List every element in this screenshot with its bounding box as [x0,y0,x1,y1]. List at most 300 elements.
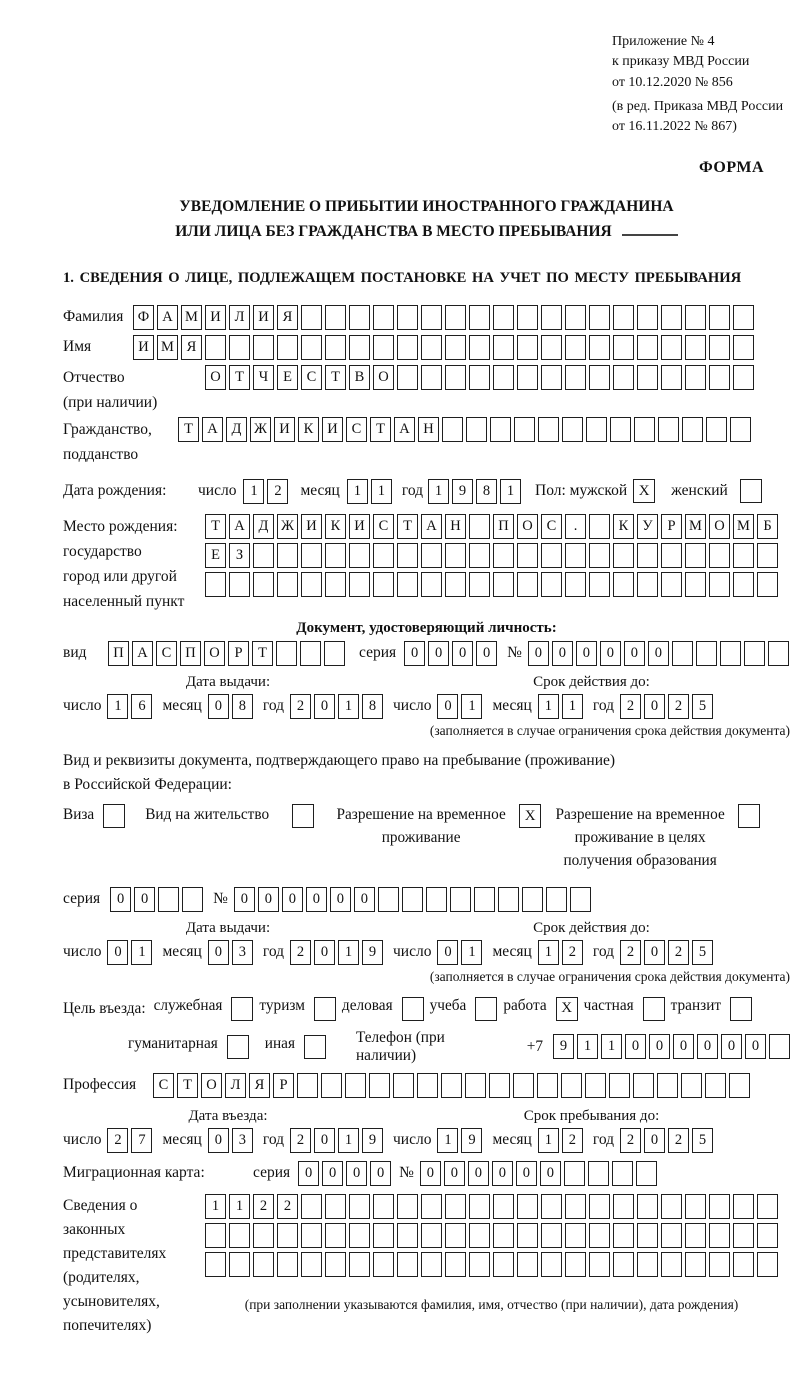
char-cell[interactable] [373,543,394,568]
char-cell[interactable] [445,1194,466,1219]
char-cell[interactable]: 1 [437,1128,458,1153]
char-cell[interactable]: И [274,417,295,442]
char-cell[interactable]: 1 [338,940,359,965]
char-cell[interactable] [349,1252,370,1277]
char-cell[interactable] [205,335,226,360]
char-cell[interactable] [465,1073,486,1098]
char-cell[interactable] [325,305,346,330]
char-cell[interactable] [517,305,538,330]
char-cell[interactable] [588,1161,609,1186]
char-cell[interactable]: К [613,514,634,539]
char-cell[interactable]: М [733,514,754,539]
char-cell[interactable] [538,417,559,442]
char-cell[interactable]: З [229,543,250,568]
residence-permit-checkbox[interactable] [292,804,314,828]
char-cell[interactable] [349,572,370,597]
char-cell[interactable]: 0 [314,694,335,719]
char-cell[interactable] [402,887,423,912]
char-cell[interactable] [570,887,591,912]
char-cell[interactable]: Т [178,417,199,442]
char-cell[interactable]: М [157,335,178,360]
char-cell[interactable] [541,1194,562,1219]
char-cell[interactable] [229,1223,250,1248]
char-cell[interactable] [205,572,226,597]
char-cell[interactable]: 0 [644,694,665,719]
char-cell[interactable]: О [204,641,225,666]
char-cell[interactable] [325,1223,346,1248]
char-cell[interactable] [637,305,658,330]
char-cell[interactable] [513,1073,534,1098]
char-cell[interactable] [445,1223,466,1248]
char-cell[interactable] [393,1073,414,1098]
char-cell[interactable]: 0 [648,641,669,666]
char-cell[interactable]: О [709,514,730,539]
char-cell[interactable]: Д [253,514,274,539]
char-cell[interactable] [469,1223,490,1248]
char-cell[interactable]: 0 [322,1161,343,1186]
char-cell[interactable] [300,641,321,666]
char-cell[interactable]: 0 [540,1161,561,1186]
char-cell[interactable] [229,1252,250,1277]
char-cell[interactable]: 1 [229,1194,250,1219]
char-cell[interactable] [685,543,706,568]
char-cell[interactable] [493,543,514,568]
char-cell[interactable] [325,572,346,597]
char-cell[interactable] [397,335,418,360]
char-cell[interactable]: Я [277,305,298,330]
char-cell[interactable]: 1 [338,694,359,719]
char-cell[interactable] [634,417,655,442]
char-cell[interactable]: 0 [234,887,255,912]
char-cell[interactable]: П [108,641,129,666]
char-cell[interactable] [709,335,730,360]
char-cell[interactable]: Н [445,514,466,539]
char-cell[interactable]: 0 [134,887,155,912]
visa-checkbox[interactable] [103,804,125,828]
char-cell[interactable] [685,365,706,390]
char-cell[interactable]: 0 [437,940,458,965]
char-cell[interactable] [733,365,754,390]
char-cell[interactable] [442,417,463,442]
char-cell[interactable] [517,335,538,360]
char-cell[interactable] [349,335,370,360]
char-cell[interactable] [469,1252,490,1277]
char-cell[interactable] [469,572,490,597]
char-cell[interactable] [637,543,658,568]
char-cell[interactable] [469,365,490,390]
purpose-business-checkbox[interactable] [402,997,424,1021]
char-cell[interactable]: С [153,1073,174,1098]
char-cell[interactable] [253,335,274,360]
char-cell[interactable]: 2 [277,1194,298,1219]
char-cell[interactable]: 0 [208,940,229,965]
char-cell[interactable]: О [373,365,394,390]
char-cell[interactable] [378,887,399,912]
char-cell[interactable] [421,305,442,330]
char-cell[interactable]: 5 [692,1128,713,1153]
char-cell[interactable] [757,1252,778,1277]
char-cell[interactable] [445,305,466,330]
char-cell[interactable]: Т [252,641,273,666]
char-cell[interactable] [397,1223,418,1248]
char-cell[interactable] [397,1252,418,1277]
char-cell[interactable] [541,572,562,597]
char-cell[interactable]: Т [229,365,250,390]
char-cell[interactable]: 3 [232,1128,253,1153]
char-cell[interactable] [253,572,274,597]
char-cell[interactable] [565,305,586,330]
char-cell[interactable]: 0 [428,641,449,666]
char-cell[interactable] [733,1223,754,1248]
char-cell[interactable] [733,1252,754,1277]
char-cell[interactable] [589,335,610,360]
char-cell[interactable]: 2 [562,940,583,965]
char-cell[interactable] [685,1194,706,1219]
char-cell[interactable]: 0 [552,641,573,666]
char-cell[interactable] [397,365,418,390]
char-cell[interactable] [565,1223,586,1248]
char-cell[interactable]: 2 [107,1128,128,1153]
char-cell[interactable]: 0 [745,1034,766,1059]
char-cell[interactable]: О [517,514,538,539]
char-cell[interactable] [661,335,682,360]
char-cell[interactable]: Ч [253,365,274,390]
char-cell[interactable]: 0 [420,1161,441,1186]
char-cell[interactable]: С [301,365,322,390]
char-cell[interactable] [757,1194,778,1219]
char-cell[interactable]: Д [226,417,247,442]
char-cell[interactable] [589,543,610,568]
char-cell[interactable] [325,335,346,360]
char-cell[interactable] [229,572,250,597]
char-cell[interactable] [349,543,370,568]
char-cell[interactable]: 0 [697,1034,718,1059]
char-cell[interactable]: Е [205,543,226,568]
char-cell[interactable] [469,335,490,360]
char-cell[interactable] [517,572,538,597]
char-cell[interactable]: 0 [516,1161,537,1186]
char-cell[interactable] [658,417,679,442]
char-cell[interactable]: 1 [577,1034,598,1059]
char-cell[interactable]: 2 [290,1128,311,1153]
char-cell[interactable] [277,1252,298,1277]
char-cell[interactable] [321,1073,342,1098]
purpose-humanitarian-checkbox[interactable] [227,1035,249,1059]
char-cell[interactable]: 8 [362,694,383,719]
char-cell[interactable] [613,1223,634,1248]
char-cell[interactable]: А [229,514,250,539]
char-cell[interactable] [277,543,298,568]
char-cell[interactable]: 2 [668,940,689,965]
char-cell[interactable] [373,1223,394,1248]
char-cell[interactable] [685,335,706,360]
char-cell[interactable] [541,335,562,360]
char-cell[interactable]: 9 [452,479,473,504]
char-cell[interactable] [421,1194,442,1219]
char-cell[interactable] [612,1161,633,1186]
char-cell[interactable] [421,543,442,568]
char-cell[interactable]: 1 [371,479,392,504]
char-cell[interactable]: М [685,514,706,539]
char-cell[interactable]: 0 [282,887,303,912]
char-cell[interactable] [349,1194,370,1219]
char-cell[interactable] [657,1073,678,1098]
char-cell[interactable] [768,641,789,666]
char-cell[interactable] [709,543,730,568]
char-cell[interactable]: С [541,514,562,539]
purpose-work-checkbox[interactable]: X [556,997,578,1021]
char-cell[interactable] [541,1223,562,1248]
char-cell[interactable]: Е [277,365,298,390]
char-cell[interactable]: 0 [492,1161,513,1186]
char-cell[interactable]: 1 [538,1128,559,1153]
char-cell[interactable] [445,572,466,597]
char-cell[interactable] [493,1194,514,1219]
char-cell[interactable]: Я [249,1073,270,1098]
char-cell[interactable]: 1 [601,1034,622,1059]
char-cell[interactable] [276,641,297,666]
char-cell[interactable] [733,305,754,330]
char-cell[interactable] [661,543,682,568]
temp-residence-edu-checkbox[interactable] [738,804,760,828]
char-cell[interactable] [733,572,754,597]
char-cell[interactable] [633,1073,654,1098]
char-cell[interactable]: С [156,641,177,666]
char-cell[interactable] [613,572,634,597]
char-cell[interactable]: 0 [528,641,549,666]
char-cell[interactable]: Ф [133,305,154,330]
char-cell[interactable]: 0 [600,641,621,666]
char-cell[interactable] [661,305,682,330]
char-cell[interactable] [546,887,567,912]
char-cell[interactable]: 1 [107,694,128,719]
char-cell[interactable]: 5 [692,694,713,719]
char-cell[interactable] [373,1194,394,1219]
female-checkbox[interactable] [740,479,762,503]
char-cell[interactable]: 1 [500,479,521,504]
char-cell[interactable] [613,1194,634,1219]
char-cell[interactable]: 1 [205,1194,226,1219]
char-cell[interactable] [541,305,562,330]
char-cell[interactable]: 0 [314,940,335,965]
char-cell[interactable]: 0 [444,1161,465,1186]
char-cell[interactable] [493,1223,514,1248]
char-cell[interactable]: Ж [277,514,298,539]
char-cell[interactable] [586,417,607,442]
char-cell[interactable] [709,365,730,390]
char-cell[interactable]: К [298,417,319,442]
char-cell[interactable] [589,305,610,330]
char-cell[interactable] [205,1223,226,1248]
char-cell[interactable]: 1 [562,694,583,719]
char-cell[interactable]: 0 [644,1128,665,1153]
char-cell[interactable]: 1 [243,479,264,504]
char-cell[interactable] [637,365,658,390]
char-cell[interactable] [613,1252,634,1277]
char-cell[interactable]: С [373,514,394,539]
char-cell[interactable] [685,1252,706,1277]
char-cell[interactable] [637,335,658,360]
char-cell[interactable] [474,887,495,912]
char-cell[interactable]: 0 [208,694,229,719]
char-cell[interactable] [493,365,514,390]
char-cell[interactable] [345,1073,366,1098]
char-cell[interactable] [469,514,490,539]
char-cell[interactable] [277,335,298,360]
char-cell[interactable]: 0 [370,1161,391,1186]
char-cell[interactable] [325,1252,346,1277]
char-cell[interactable] [373,305,394,330]
char-cell[interactable] [493,335,514,360]
char-cell[interactable]: 1 [538,694,559,719]
char-cell[interactable] [610,417,631,442]
char-cell[interactable]: 1 [131,940,152,965]
char-cell[interactable] [445,335,466,360]
char-cell[interactable] [445,543,466,568]
char-cell[interactable] [349,305,370,330]
char-cell[interactable] [397,305,418,330]
char-cell[interactable]: 0 [306,887,327,912]
purpose-private-checkbox[interactable] [643,997,665,1021]
purpose-other-checkbox[interactable] [304,1035,326,1059]
char-cell[interactable]: 5 [692,940,713,965]
char-cell[interactable] [562,417,583,442]
char-cell[interactable] [514,417,535,442]
char-cell[interactable] [637,1194,658,1219]
char-cell[interactable] [517,365,538,390]
char-cell[interactable]: 8 [232,694,253,719]
char-cell[interactable] [493,572,514,597]
char-cell[interactable] [661,1194,682,1219]
char-cell[interactable]: 0 [330,887,351,912]
char-cell[interactable] [709,1194,730,1219]
char-cell[interactable] [613,543,634,568]
char-cell[interactable]: Т [370,417,391,442]
char-cell[interactable]: А [202,417,223,442]
char-cell[interactable] [517,1194,538,1219]
char-cell[interactable] [517,543,538,568]
char-cell[interactable] [325,1194,346,1219]
char-cell[interactable] [493,305,514,330]
char-cell[interactable] [681,1073,702,1098]
char-cell[interactable] [709,572,730,597]
char-cell[interactable] [636,1161,657,1186]
char-cell[interactable] [613,305,634,330]
char-cell[interactable] [672,641,693,666]
char-cell[interactable]: О [205,365,226,390]
char-cell[interactable] [720,641,741,666]
char-cell[interactable]: 0 [110,887,131,912]
char-cell[interactable] [709,305,730,330]
temp-residence-checkbox[interactable]: X [519,804,541,828]
char-cell[interactable] [744,641,765,666]
char-cell[interactable] [685,305,706,330]
char-cell[interactable] [522,887,543,912]
char-cell[interactable]: И [301,514,322,539]
purpose-tourism-checkbox[interactable] [314,997,336,1021]
char-cell[interactable] [709,1252,730,1277]
char-cell[interactable]: В [349,365,370,390]
char-cell[interactable] [182,887,203,912]
char-cell[interactable] [561,1073,582,1098]
char-cell[interactable]: 0 [346,1161,367,1186]
char-cell[interactable]: Б [757,514,778,539]
char-cell[interactable]: 0 [258,887,279,912]
char-cell[interactable]: Р [228,641,249,666]
char-cell[interactable]: 0 [644,940,665,965]
char-cell[interactable]: 0 [721,1034,742,1059]
char-cell[interactable] [565,365,586,390]
char-cell[interactable] [565,572,586,597]
char-cell[interactable] [397,543,418,568]
char-cell[interactable]: М [181,305,202,330]
char-cell[interactable] [517,1252,538,1277]
char-cell[interactable] [421,1223,442,1248]
char-cell[interactable] [706,417,727,442]
char-cell[interactable] [450,887,471,912]
char-cell[interactable]: Л [225,1073,246,1098]
char-cell[interactable]: 0 [314,1128,335,1153]
char-cell[interactable] [709,1223,730,1248]
char-cell[interactable]: 2 [668,1128,689,1153]
char-cell[interactable]: 0 [298,1161,319,1186]
char-cell[interactable] [253,1252,274,1277]
char-cell[interactable] [682,417,703,442]
char-cell[interactable] [589,572,610,597]
char-cell[interactable] [589,514,610,539]
char-cell[interactable]: Р [273,1073,294,1098]
char-cell[interactable]: 2 [290,940,311,965]
char-cell[interactable] [373,1252,394,1277]
char-cell[interactable]: 0 [437,694,458,719]
char-cell[interactable]: А [157,305,178,330]
char-cell[interactable] [158,887,179,912]
char-cell[interactable] [589,365,610,390]
purpose-transit-checkbox[interactable] [730,997,752,1021]
char-cell[interactable]: Т [205,514,226,539]
char-cell[interactable]: 0 [476,641,497,666]
char-cell[interactable] [397,572,418,597]
char-cell[interactable]: 2 [668,694,689,719]
char-cell[interactable] [421,335,442,360]
char-cell[interactable] [661,572,682,597]
char-cell[interactable]: И [133,335,154,360]
char-cell[interactable]: 9 [362,940,383,965]
char-cell[interactable] [301,1194,322,1219]
char-cell[interactable]: И [205,305,226,330]
char-cell[interactable] [733,543,754,568]
char-cell[interactable]: Н [418,417,439,442]
char-cell[interactable]: Ж [250,417,271,442]
char-cell[interactable] [705,1073,726,1098]
char-cell[interactable]: И [322,417,343,442]
char-cell[interactable] [661,365,682,390]
char-cell[interactable]: 1 [347,479,368,504]
char-cell[interactable]: 0 [673,1034,694,1059]
char-cell[interactable] [730,417,751,442]
char-cell[interactable]: Я [181,335,202,360]
char-cell[interactable]: 1 [461,940,482,965]
char-cell[interactable] [541,365,562,390]
char-cell[interactable] [301,1252,322,1277]
char-cell[interactable]: И [349,514,370,539]
char-cell[interactable] [613,335,634,360]
char-cell[interactable]: У [637,514,658,539]
char-cell[interactable] [637,1223,658,1248]
char-cell[interactable]: Т [325,365,346,390]
char-cell[interactable] [466,417,487,442]
char-cell[interactable]: 0 [404,641,425,666]
